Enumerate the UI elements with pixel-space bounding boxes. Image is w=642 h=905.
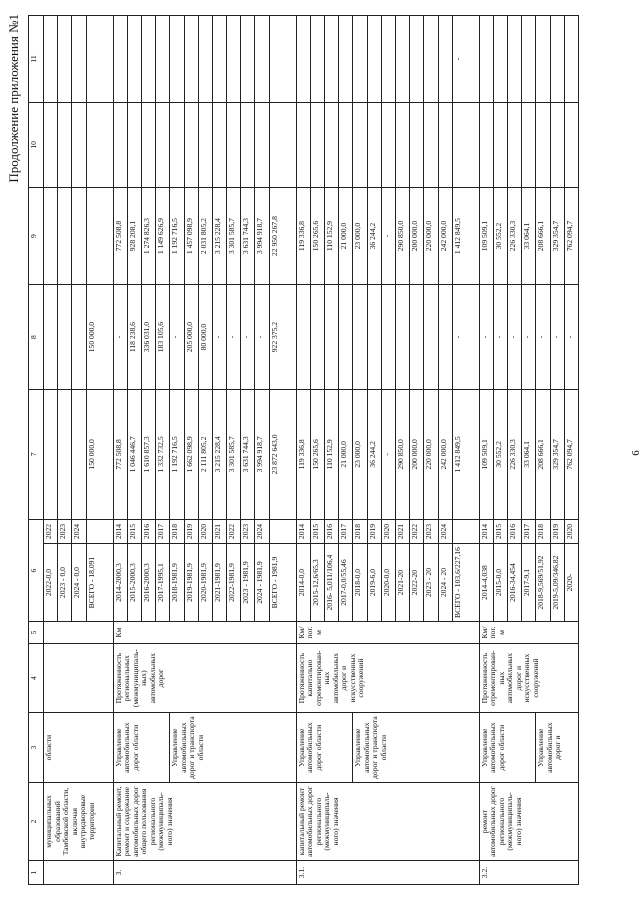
table-row [536, 16, 550, 885]
federal-funding-cell: - [255, 285, 269, 389]
federal-funding-cell: - [522, 285, 536, 389]
total-funding-cell: 290 850,0 [395, 389, 409, 519]
year-cell: 2019 [550, 520, 564, 544]
col11-cell: - [452, 16, 479, 103]
col10-cell [255, 102, 269, 187]
col11-cell [141, 16, 155, 103]
unit-cell: Км/ пог.м [479, 622, 578, 644]
year-cell: 2016 [508, 520, 522, 544]
year-cell: 2021 [395, 520, 409, 544]
col11-cell [212, 16, 226, 103]
total-funding-cell: 226 330,3 [508, 389, 522, 519]
period-value-cell: 2021-1981,9 [212, 543, 226, 621]
regional-funding-cell: 772 508,8 [113, 187, 127, 285]
year-cell: 2017 [156, 520, 170, 544]
col10-cell [156, 102, 170, 187]
year-cell: 2015 [127, 520, 141, 544]
regional-funding-cell [58, 187, 72, 285]
unit-cell [44, 622, 114, 644]
executor-cell: Управление автомобильных дорог области [296, 713, 353, 783]
period-value-cell: 2016-2000,3 [141, 543, 155, 621]
col-header: 11 [29, 16, 44, 103]
col10-cell [296, 102, 310, 187]
year-cell: 2019 [367, 520, 381, 544]
total-funding-cell: 150 265,6 [310, 389, 324, 519]
year-cell: 2022 [410, 520, 424, 544]
col10-cell [536, 102, 550, 187]
total-funding-cell: 109 509,1 [479, 389, 493, 519]
year-cell: 2020 [381, 520, 395, 544]
total-label-cell: ВСЕГО - 103,6/227,16 [452, 543, 479, 621]
period-value-cell: 2015-0,0 [493, 543, 507, 621]
regional-funding-cell: 150 265,6 [310, 187, 324, 285]
period-value-cell: 2023 - 20 [424, 543, 438, 621]
col11-cell [508, 16, 522, 103]
col-header: 4 [29, 643, 44, 713]
col10-cell [241, 102, 255, 187]
total-funding-cell: 1 412 849,5 [452, 389, 479, 519]
year-cell: 2021 [212, 520, 226, 544]
federal-funding-cell [325, 285, 339, 389]
total-label-cell: ВСЕГО - 18,091 [86, 543, 113, 621]
row-number-cell [44, 861, 114, 885]
total-funding-cell: 150 000,0 [86, 389, 113, 519]
regional-funding-cell: 30 552,2 [493, 187, 507, 285]
col11-cell [550, 16, 564, 103]
federal-funding-cell: - [452, 285, 479, 389]
col10-cell [86, 102, 113, 187]
program-table [28, 15, 579, 885]
year-cell: 2020 [198, 520, 212, 544]
page-number: 6 [630, 450, 642, 456]
col11-cell [227, 16, 241, 103]
col10-cell [564, 102, 578, 187]
col11-cell [241, 16, 255, 103]
federal-funding-cell: 80 000,0 [198, 285, 212, 389]
col10-cell [310, 102, 324, 187]
indicator-cell: Протяженность отремонтирован-ных автомобильных дорог и искусственных сооружений [479, 643, 578, 713]
regional-funding-cell: 1 149 626,9 [156, 187, 170, 285]
total-funding-cell: - [381, 389, 395, 519]
year-cell: 2015 [493, 520, 507, 544]
total-funding-cell: 772 508,8 [113, 389, 127, 519]
col10-cell [127, 102, 141, 187]
col11-cell [44, 16, 58, 103]
period-value-cell: 2020-1981,9 [198, 543, 212, 621]
regional-funding-cell [72, 187, 86, 285]
col11-cell [184, 16, 198, 103]
period-value-cell: 2015-2000,3 [127, 543, 141, 621]
col-header: 6 [29, 520, 44, 622]
period-value-cell: 2017-9,1 [522, 543, 536, 621]
col-header: 8 [29, 285, 44, 389]
col11-cell [339, 16, 353, 103]
federal-funding-cell: 118 238,6 [127, 285, 141, 389]
col11-cell [296, 16, 310, 103]
regional-funding-cell: 23 000,0 [353, 187, 367, 285]
col10-cell [44, 102, 58, 187]
regional-funding-cell: 36 244,2 [367, 187, 381, 285]
period-value-cell: 2014-0,0 [296, 543, 310, 621]
col-header: 2 [29, 782, 44, 860]
total-funding-cell: 242 000,0 [438, 389, 452, 519]
regional-funding-cell: 22 950 267,8 [269, 187, 296, 285]
regional-funding-cell [86, 187, 113, 285]
regional-funding-cell: 3 631 744,3 [241, 187, 255, 285]
federal-funding-cell [438, 285, 452, 389]
period-value-cell: 2017-0,0/55,46 [339, 543, 353, 621]
col11-cell [255, 16, 269, 103]
col10-cell [113, 102, 127, 187]
regional-funding-cell: 762 094,7 [564, 187, 578, 285]
year-cell [86, 520, 113, 544]
col11-cell [410, 16, 424, 103]
col10-cell [438, 102, 452, 187]
col10-cell [550, 102, 564, 187]
regional-funding-cell: 200 000,0 [410, 187, 424, 285]
col11-cell [170, 16, 184, 103]
regional-funding-cell [44, 187, 58, 285]
col11-cell [438, 16, 452, 103]
total-funding-cell [58, 389, 72, 519]
indicator-cell: Протяженность капитально отремонтирован-ных автомобильных дорог и искусственных сооружений [296, 643, 479, 713]
executor-cell: области [44, 713, 114, 783]
regional-funding-cell: 242 000,0 [438, 187, 452, 285]
executor-cell: Управление автомобильных дорог области [113, 713, 170, 783]
federal-funding-cell [72, 285, 86, 389]
total-funding-cell: 1 192 716,5 [170, 389, 184, 519]
period-value-cell: 2016-34,454 [508, 543, 522, 621]
federal-funding-cell [367, 285, 381, 389]
federal-funding-cell: - [550, 285, 564, 389]
period-value-cell: 2015-12,6/65,3 [310, 543, 324, 621]
regional-funding-cell: 226 330,3 [508, 187, 522, 285]
regional-funding-cell: 21 000,0 [339, 187, 353, 285]
period-value-cell: 2023 - 0,0 [58, 543, 72, 621]
period-value-cell: 2019-1981,9 [184, 543, 198, 621]
col-header: 10 [29, 102, 44, 187]
measure-name-cell: муниципальных образований Тамбовской области, включая внутридворовые территории [44, 782, 114, 860]
total-funding-cell: 110 152,9 [325, 389, 339, 519]
continuation-caption: Продолжение приложения №1 [6, 14, 21, 183]
federal-funding-cell: - [227, 285, 241, 389]
col10-cell [367, 102, 381, 187]
col10-cell [58, 102, 72, 187]
col10-cell [339, 102, 353, 187]
table-row [44, 16, 58, 885]
col11-cell [493, 16, 507, 103]
total-label-cell: ВСЕГО - 1981,9 [269, 543, 296, 621]
table-row [170, 16, 184, 885]
period-value-cell: 2018-0,0 [353, 543, 367, 621]
measure-name-cell: ремонт автомобильных дорог регионального (межмуниципаль-ного) значения [479, 782, 578, 860]
period-value-cell: 2014-2000,3 [113, 543, 127, 621]
table-row [113, 16, 127, 885]
col10-cell [325, 102, 339, 187]
federal-funding-cell: - [479, 285, 493, 389]
year-cell: 2024 [255, 520, 269, 544]
period-value-cell: 2014-4,038 [479, 543, 493, 621]
total-funding-cell: 1 662 098,9 [184, 389, 198, 519]
col10-cell [227, 102, 241, 187]
period-value-cell: 2020-0,0 [381, 543, 395, 621]
period-value-cell: 2020- [564, 543, 578, 621]
federal-funding-cell: - [170, 285, 184, 389]
period-value-cell: 2016- 5,011/106,4 [325, 543, 339, 621]
regional-funding-cell: 329 354,7 [550, 187, 564, 285]
col10-cell [353, 102, 367, 187]
col-header: 9 [29, 187, 44, 285]
federal-funding-cell [58, 285, 72, 389]
year-cell: 2019 [184, 520, 198, 544]
col11-cell [522, 16, 536, 103]
federal-funding-cell [339, 285, 353, 389]
row-number-cell: 3.2. [479, 861, 578, 885]
col11-cell [325, 16, 339, 103]
col10-cell [198, 102, 212, 187]
year-cell: 2024 [438, 520, 452, 544]
regional-funding-cell: - [381, 187, 395, 285]
period-value-cell: 2024 - 20 [438, 543, 452, 621]
col11-cell [86, 16, 113, 103]
year-cell: 2015 [310, 520, 324, 544]
col11-cell [269, 16, 296, 103]
total-funding-cell: 220 000,0 [424, 389, 438, 519]
regional-funding-cell: 220 000,0 [424, 187, 438, 285]
period-value-cell: 2022-20 [410, 543, 424, 621]
period-value-cell: 2018-9,569/51,92 [536, 543, 550, 621]
col11-cell [536, 16, 550, 103]
federal-funding-cell [395, 285, 409, 389]
total-funding-cell: 2 111 805,2 [198, 389, 212, 519]
total-funding-cell: 1 332 732,5 [156, 389, 170, 519]
col10-cell [184, 102, 198, 187]
col10-cell [72, 102, 86, 187]
federal-funding-cell: 922 375,2 [269, 285, 296, 389]
col11-cell [127, 16, 141, 103]
regional-funding-cell: 290 850,0 [395, 187, 409, 285]
col-header: 3 [29, 713, 44, 783]
table-body [29, 16, 579, 885]
indicator-cell: Протяженность региональных (межмуниципаль-ных) автомобильных дорог [113, 643, 296, 713]
total-funding-cell: 3 994 918,7 [255, 389, 269, 519]
col11-cell [156, 16, 170, 103]
federal-funding-cell [296, 285, 310, 389]
year-cell: 2014 [296, 520, 310, 544]
period-value-cell: 2022-1981,9 [227, 543, 241, 621]
col10-cell [212, 102, 226, 187]
total-funding-cell: 23 000,0 [353, 389, 367, 519]
regional-funding-cell: 119 336,8 [296, 187, 310, 285]
col10-cell [522, 102, 536, 187]
table-row [353, 16, 367, 885]
federal-funding-cell: - [212, 285, 226, 389]
federal-funding-cell: 150 000,0 [86, 285, 113, 389]
regional-funding-cell: 33 064,1 [522, 187, 536, 285]
col10-cell [170, 102, 184, 187]
total-funding-cell: 3 631 744,3 [241, 389, 255, 519]
total-funding-cell [44, 389, 58, 519]
col10-cell [508, 102, 522, 187]
col10-cell [269, 102, 296, 187]
regional-funding-cell: 1 274 826,3 [141, 187, 155, 285]
col11-cell [367, 16, 381, 103]
measure-name-cell: Капитальный ремонт, ремонт и содержание автомобильных дорог общего пользования регионального (межмуниципаль-ного) значения [113, 782, 296, 860]
total-funding-cell: 21 000,0 [339, 389, 353, 519]
year-cell: 2022 [44, 520, 58, 544]
regional-funding-cell: 109 509,1 [479, 187, 493, 285]
executor-cell: Управление автомобильных дорог и [536, 713, 579, 783]
executor-cell: Управление автомобильных дорог и транспорта области [353, 713, 479, 783]
period-value-cell: 2019-5,09/346,82 [550, 543, 564, 621]
col11-cell [310, 16, 324, 103]
year-cell: 2016 [141, 520, 155, 544]
federal-funding-cell: 336 031,0 [141, 285, 155, 389]
col10-cell [452, 102, 479, 187]
federal-funding-cell: - [536, 285, 550, 389]
year-cell: 2022 [227, 520, 241, 544]
regional-funding-cell: 1 457 098,9 [184, 187, 198, 285]
year-cell: 2014 [113, 520, 127, 544]
col11-cell [479, 16, 493, 103]
period-value-cell: 2021-20 [395, 543, 409, 621]
col11-cell [72, 16, 86, 103]
col11-cell [381, 16, 395, 103]
executor-cell: Управление автомобильных дорог и транспорта области [170, 713, 296, 783]
regional-funding-cell: 3 301 585,7 [227, 187, 241, 285]
year-cell [452, 520, 479, 544]
total-funding-cell: 208 666,1 [536, 389, 550, 519]
col-header: 5 [29, 622, 44, 644]
federal-funding-cell: - [113, 285, 127, 389]
col11-cell [353, 16, 367, 103]
col10-cell [410, 102, 424, 187]
col10-cell [479, 102, 493, 187]
year-cell: 2024 [72, 520, 86, 544]
regional-funding-cell: 1 412 849,5 [452, 187, 479, 285]
year-cell: 2018 [536, 520, 550, 544]
measure-name-cell: капитальный ремонт автомобильных дорог регионального (межмуниципаль-ного) значения [296, 782, 479, 860]
col11-cell [58, 16, 72, 103]
col11-cell [113, 16, 127, 103]
unit-cell: Км [113, 622, 296, 644]
col10-cell [493, 102, 507, 187]
total-funding-cell: 762 094,7 [564, 389, 578, 519]
col10-cell [381, 102, 395, 187]
total-funding-cell: 200 000,0 [410, 389, 424, 519]
total-funding-cell: 36 244,2 [367, 389, 381, 519]
total-funding-cell: 1 610 857,3 [141, 389, 155, 519]
year-cell: 2014 [479, 520, 493, 544]
federal-funding-cell: 183 105,6 [156, 285, 170, 389]
year-cell: 2023 [58, 520, 72, 544]
col10-cell [141, 102, 155, 187]
indicator-cell [44, 643, 114, 713]
total-funding-cell: 329 354,7 [550, 389, 564, 519]
col11-cell [424, 16, 438, 103]
year-cell: 2016 [325, 520, 339, 544]
federal-funding-cell [410, 285, 424, 389]
regional-funding-cell: 110 152,9 [325, 187, 339, 285]
col-header: 7 [29, 389, 44, 519]
federal-funding-cell [424, 285, 438, 389]
executor-cell: Управление автомобильных дорог области [479, 713, 536, 783]
period-value-cell: 2024 - 0,0 [72, 543, 86, 621]
period-value-cell: 2018-1981,9 [170, 543, 184, 621]
regional-funding-cell: 208 666,1 [536, 187, 550, 285]
total-funding-cell [72, 389, 86, 519]
period-value-cell: 2022-0,0 [44, 543, 58, 621]
unit-cell: Км/ пог.м [296, 622, 479, 644]
year-cell: 2017 [339, 520, 353, 544]
year-cell: 2018 [170, 520, 184, 544]
year-cell: 2023 [424, 520, 438, 544]
federal-funding-cell [353, 285, 367, 389]
total-funding-cell: 3 301 585,7 [227, 389, 241, 519]
year-cell [269, 520, 296, 544]
total-funding-cell: 119 336,8 [296, 389, 310, 519]
federal-funding-cell: - [241, 285, 255, 389]
total-funding-cell: 30 552,2 [493, 389, 507, 519]
regional-funding-cell: 928 208,1 [127, 187, 141, 285]
federal-funding-cell [310, 285, 324, 389]
year-cell: 2020 [564, 520, 578, 544]
year-cell: 2023 [241, 520, 255, 544]
period-value-cell: 2017-1995,1 [156, 543, 170, 621]
row-number-cell: 3. [113, 861, 296, 885]
col11-cell [395, 16, 409, 103]
regional-funding-cell: 3 994 918,7 [255, 187, 269, 285]
col-header: 1 [29, 861, 44, 885]
header-row [29, 16, 44, 885]
federal-funding-cell [381, 285, 395, 389]
col10-cell [395, 102, 409, 187]
period-value-cell: 2024 - 1981,9 [255, 543, 269, 621]
federal-funding-cell [44, 285, 58, 389]
col11-cell [564, 16, 578, 103]
regional-funding-cell: 1 192 716,5 [170, 187, 184, 285]
total-funding-cell: 23 872 643,0 [269, 389, 296, 519]
table-row [479, 16, 493, 885]
federal-funding-cell: 205 000,0 [184, 285, 198, 389]
regional-funding-cell: 2 031 805,2 [198, 187, 212, 285]
federal-funding-cell: - [508, 285, 522, 389]
table-row [296, 16, 310, 885]
total-funding-cell: 3 215 228,4 [212, 389, 226, 519]
federal-funding-cell: - [493, 285, 507, 389]
total-funding-cell: 1 046 446,7 [127, 389, 141, 519]
period-value-cell: 2019-6,0 [367, 543, 381, 621]
total-funding-cell: 33 064,1 [522, 389, 536, 519]
col11-cell [198, 16, 212, 103]
col10-cell [424, 102, 438, 187]
period-value-cell: 2023 - 1981,9 [241, 543, 255, 621]
year-cell: 2017 [522, 520, 536, 544]
row-number-cell: 3.1. [296, 861, 479, 885]
federal-funding-cell: - [564, 285, 578, 389]
regional-funding-cell: 3 215 228,4 [212, 187, 226, 285]
year-cell: 2018 [353, 520, 367, 544]
